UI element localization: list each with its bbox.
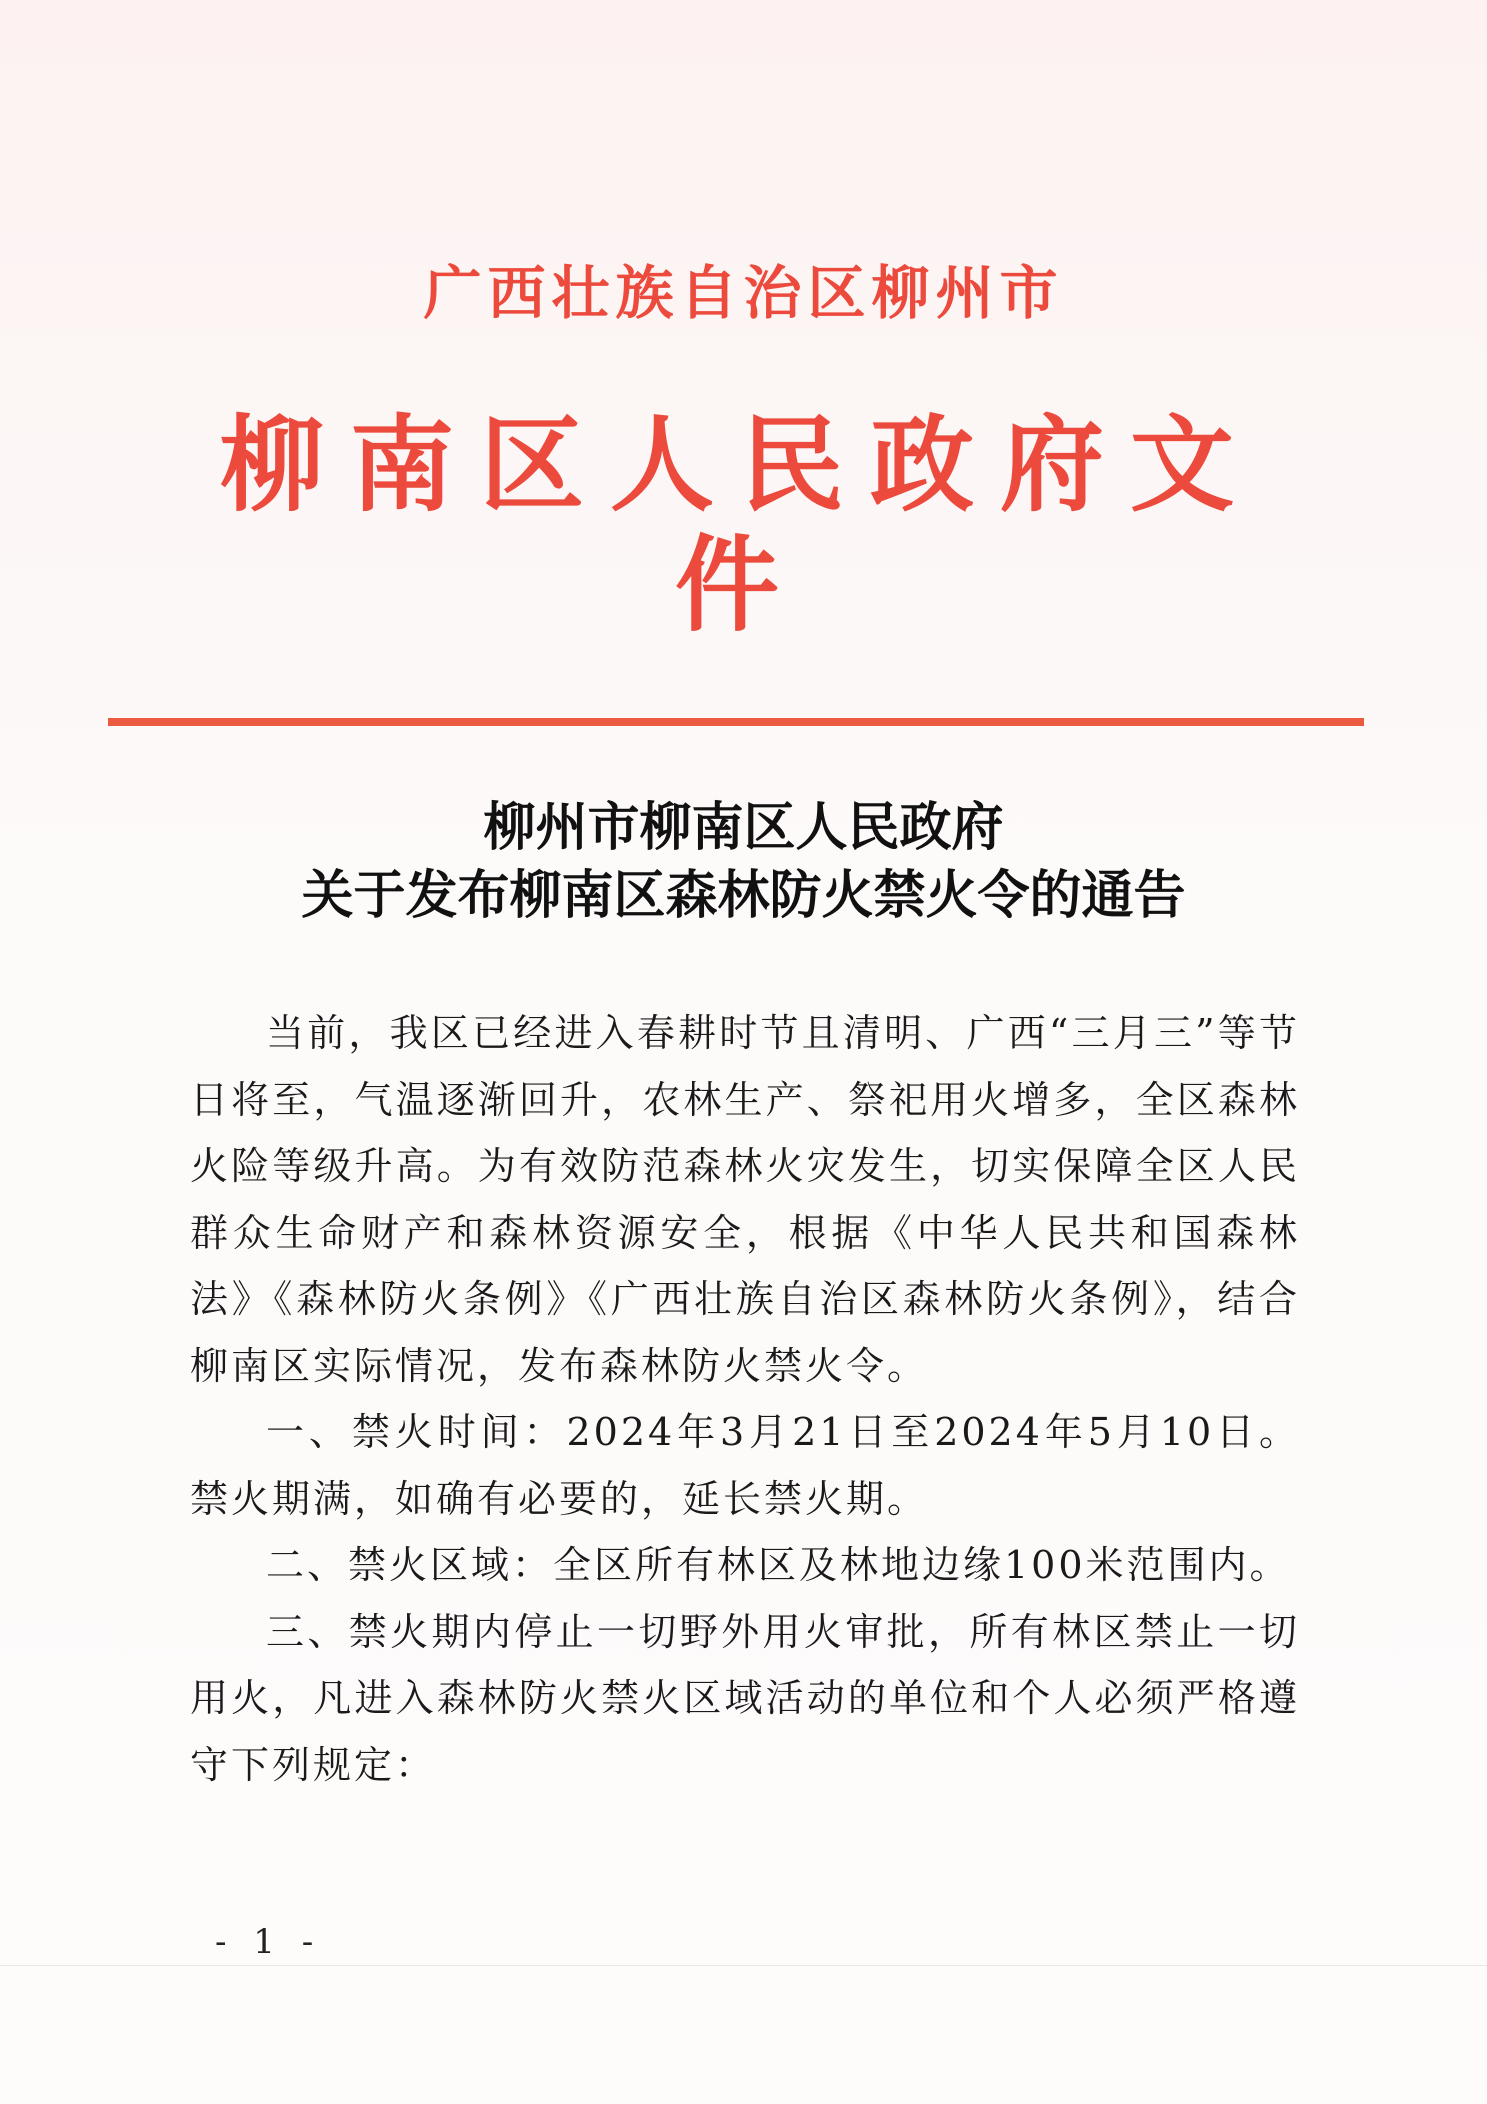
body-paragraph-time: 一、禁火时间：2024年3月21日至2024年5月10日。禁火期满，如确有必要的，延长禁火期。 xyxy=(190,1410,1300,1521)
issuer-region-heading: 广西壮族自治区柳州市 xyxy=(423,259,1064,327)
page-number: - 1 - xyxy=(215,1922,322,1962)
page-fold-line xyxy=(0,1965,1487,1966)
red-header-rule xyxy=(108,718,1364,726)
body-paragraph-intro: 当前，我区已经进入春耕时节且清明、广西“三月三”等节日将至，气温逐渐回升，农林生产、祭祀用火增多，全区森林火险等级升高。为有效防范森林火灾发生，切实保障全区人民群众生命财产和森林资源安全，根据《中华人民共和国森林法》《森林防火条例》《广西壮族自治区森林防火条例》，结合柳南区实际情况，发布森林防火禁火令。 xyxy=(190,1011,1300,1388)
notice-title-line2: 关于发布柳南区森林防火禁火令的通告 xyxy=(301,865,1186,926)
notice-body xyxy=(190,1000,1300,1798)
notice-title-line1: 柳州市柳南区人民政府 xyxy=(483,797,1004,858)
body-paragraph-area: 二、禁火区域：全区所有林区及林地边缘100米范围内。 xyxy=(266,1543,1291,1587)
body-paragraph-rules: 三、禁火期内停止一切野外用火审批，所有林区禁止一切用火，凡进入森林防火禁火区域活动的单位和个人必须严格遵守下列规定： xyxy=(190,1609,1300,1787)
issuer-document-heading: 柳南区人民政府文件 xyxy=(219,404,1260,646)
